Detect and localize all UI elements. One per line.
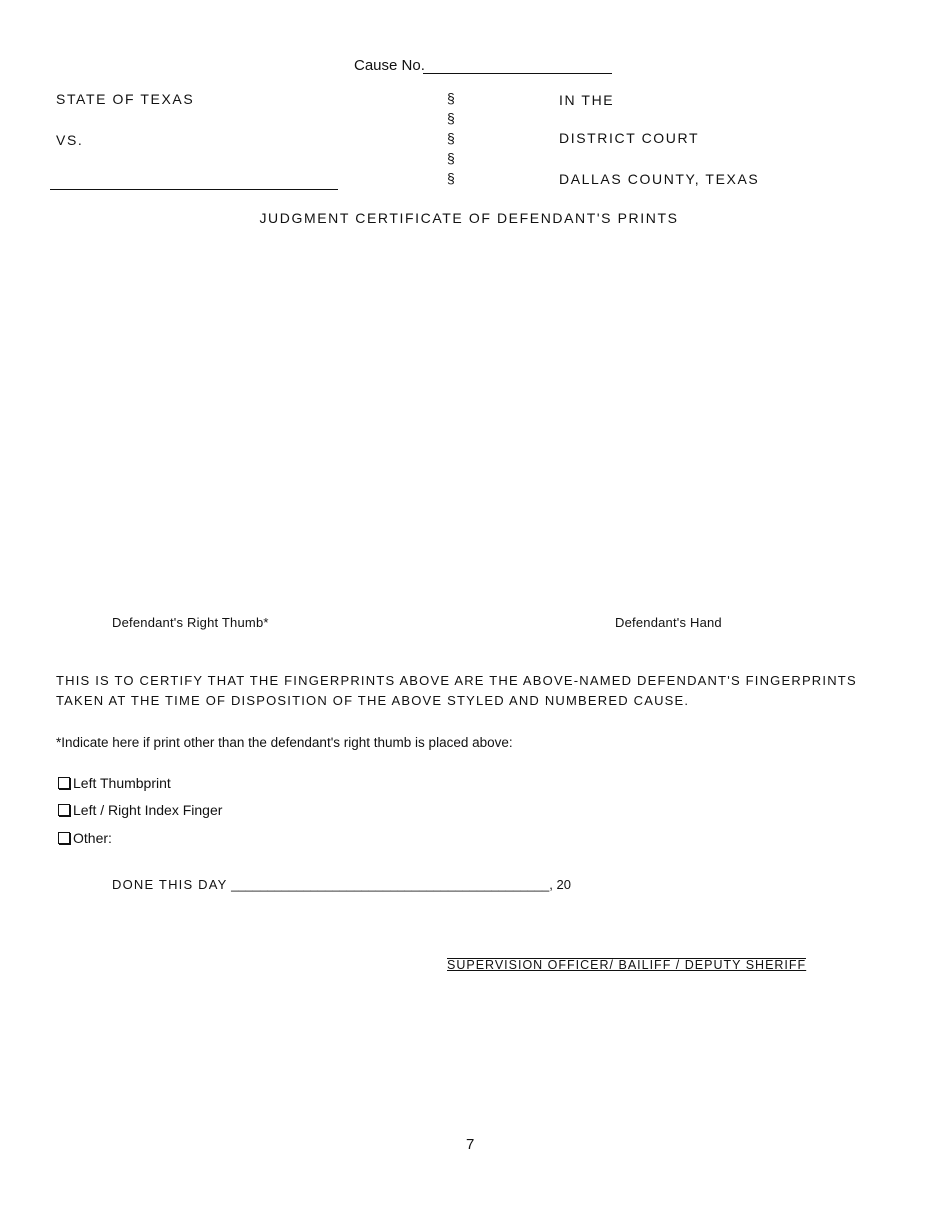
signature-label: SUPERVISION OFFICER/ BAILIFF / DEPUTY SHERIFF xyxy=(447,958,807,972)
option-label: Left Thumbprint xyxy=(73,775,171,791)
document-title: JUDGMENT CERTIFICATE OF DEFENDANT'S PRINTS xyxy=(259,210,679,226)
state-of-texas: STATE OF TEXAS xyxy=(56,91,195,107)
section-symbol: § xyxy=(447,110,455,126)
district-court: DISTRICT COURT xyxy=(559,130,700,146)
option-label: Left / Right Index Finger xyxy=(73,802,223,818)
checkbox-icon[interactable] xyxy=(58,777,70,789)
option-label: Other: xyxy=(73,830,112,846)
year-suffix: , 20 xyxy=(549,877,571,892)
section-symbol: § xyxy=(447,170,455,186)
section-symbol: § xyxy=(447,150,455,166)
dallas-county-texas: DALLAS COUNTY, TEXAS xyxy=(559,171,760,187)
hand-label: Defendant's Hand xyxy=(615,615,722,630)
court-in-the: IN THE xyxy=(559,92,615,108)
page-number: 7 xyxy=(466,1136,475,1153)
defendant-name-line xyxy=(50,189,338,190)
date-blank[interactable]: ____________________________________________ xyxy=(231,877,550,892)
checkbox-icon[interactable] xyxy=(58,804,70,816)
option-other[interactable] xyxy=(58,830,112,846)
checkbox-icon[interactable] xyxy=(58,832,70,844)
section-symbol: § xyxy=(447,130,455,146)
right-thumb-label: Defendant's Right Thumb* xyxy=(112,615,269,630)
option-index-finger[interactable] xyxy=(58,802,222,818)
cause-number-line xyxy=(423,73,612,74)
done-this-day xyxy=(112,877,571,892)
cause-number-label: Cause No. xyxy=(354,57,425,74)
option-left-thumbprint[interactable] xyxy=(58,775,171,791)
certify-line-2: TAKEN AT THE TIME OF DISPOSITION OF THE ABOVE STYLED AND NUMBERED CAUSE. xyxy=(56,693,690,708)
indicate-note: *Indicate here if print other than the defendant's right thumb is placed above: xyxy=(56,735,513,750)
certify-line-1: THIS IS TO CERTIFY THAT THE FINGERPRINTS ABOVE ARE THE ABOVE-NAMED DEFENDANT'S FINGERPRINTS xyxy=(56,673,857,688)
done-label: DONE THIS DAY xyxy=(112,877,228,892)
versus-label: VS. xyxy=(56,132,84,148)
section-symbol: § xyxy=(447,90,455,106)
